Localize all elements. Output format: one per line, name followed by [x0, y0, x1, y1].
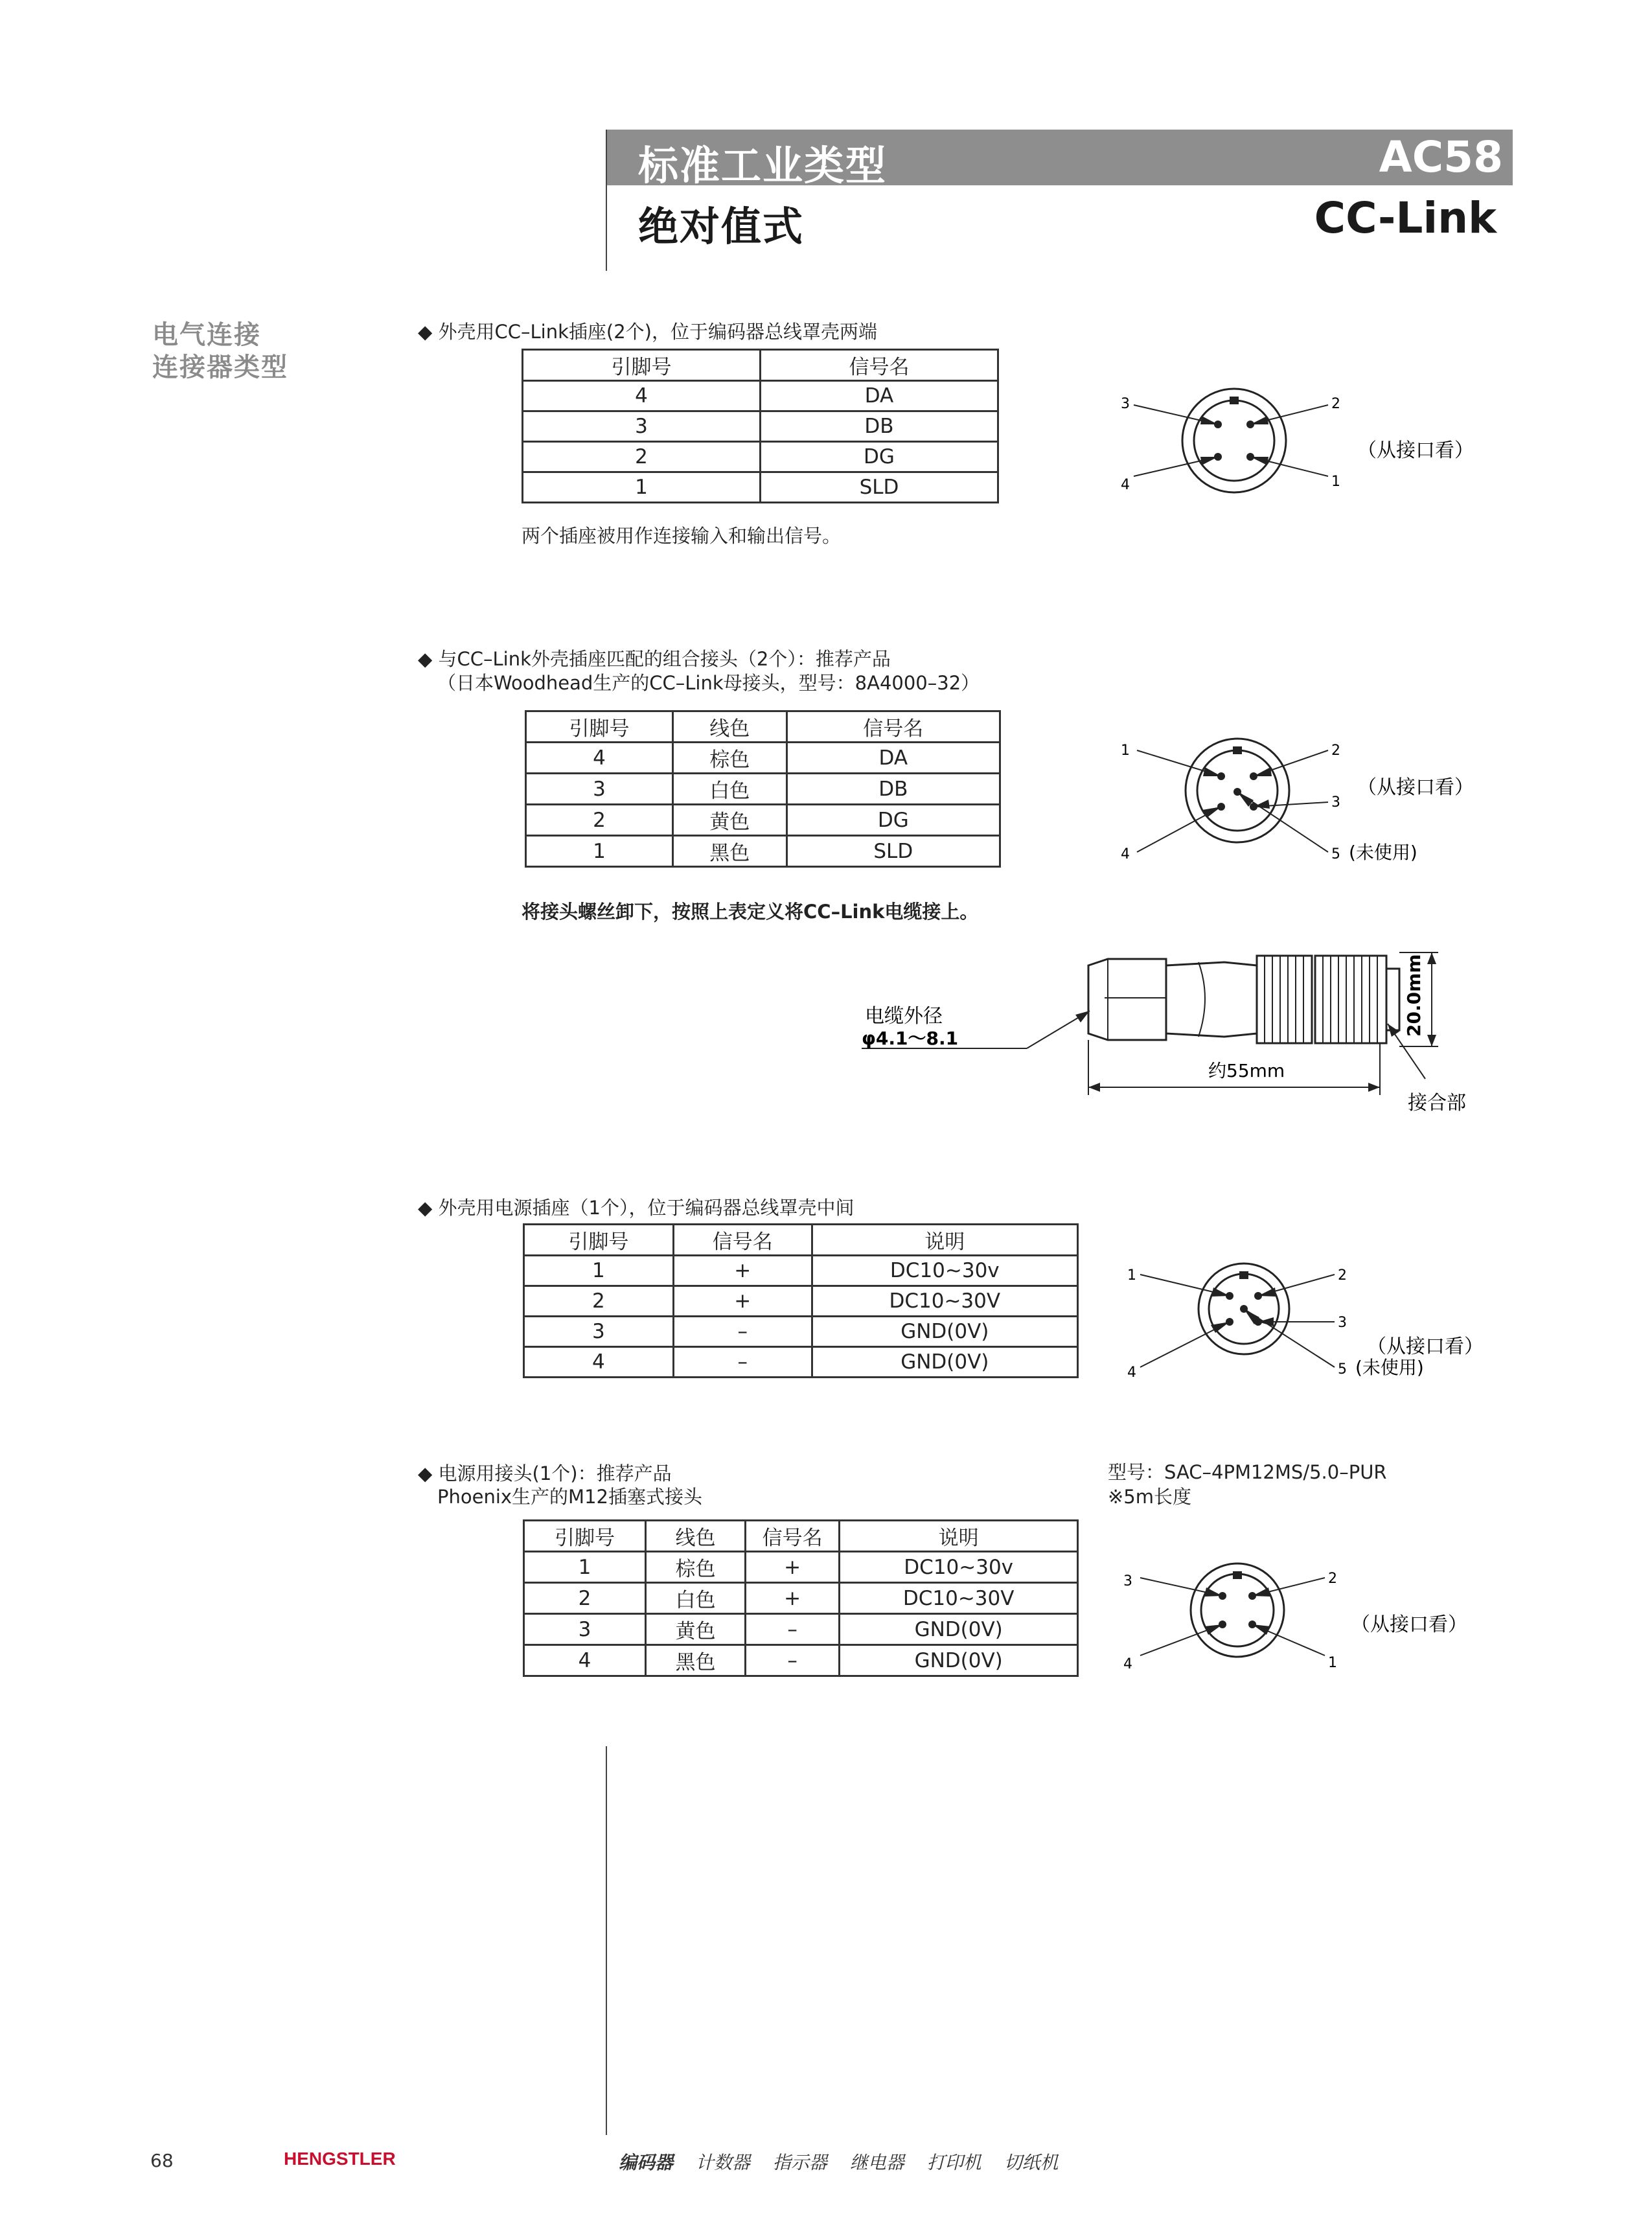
- table-row: 1 黑色 SLD: [526, 836, 1000, 867]
- svg-text:5: 5: [1331, 846, 1340, 862]
- section1-title: ◆ 外壳用CC–Link插座(2个)，位于编码器总线罩壳两端: [418, 321, 877, 343]
- svg-text:(未使用): (未使用): [1349, 842, 1417, 863]
- col-signal: 信号名: [761, 350, 998, 381]
- svg-text:4: 4: [1127, 1365, 1136, 1381]
- cable-connector-drawing: [862, 933, 1503, 1127]
- svg-text:2: 2: [1331, 743, 1340, 759]
- svg-text:φ4.1～8.1: φ4.1～8.1: [862, 1028, 959, 1049]
- table-header: [523, 350, 998, 381]
- section4-length: ※5m长度: [1108, 1486, 1191, 1508]
- table-row: 2 白色 + DC10~30V: [524, 1583, 1078, 1614]
- section2-title2: （日本Woodhead生产的CC–Link母接头，型号：8A4000–32）: [437, 672, 980, 694]
- svg-text:20.0mm: 20.0mm: [1403, 954, 1425, 1037]
- footer-nav: [619, 2149, 1059, 2175]
- sidebar-line2: 连接器类型: [152, 352, 288, 382]
- svg-text:约55mm: 约55mm: [1208, 1060, 1285, 1081]
- brand-logo: HENGSTLER: [284, 2149, 396, 2169]
- nav-item-relay[interactable]: 继电器: [849, 2152, 904, 2173]
- svg-text:电缆外径: 电缆外径: [865, 1005, 943, 1028]
- table-header: 引脚号 信号名 说明: [524, 1225, 1078, 1256]
- table-header: 引脚号 线色 信号名 说明: [524, 1521, 1078, 1552]
- svg-text:2: 2: [1338, 1267, 1347, 1284]
- table-header: 引脚号 线色 信号名: [526, 711, 1000, 743]
- table-row: 3 黄色 – GND(0V): [524, 1614, 1078, 1645]
- nav-item-encoder[interactable]: 编码器: [619, 2152, 674, 2173]
- bottom-divider: [606, 1746, 607, 2135]
- svg-text:（从接口看）: （从接口看）: [1367, 1335, 1484, 1358]
- section4-title2: Phoenix生产的M12插塞式接头: [437, 1486, 702, 1508]
- svg-text:（从接口看）: （从接口看）: [1357, 439, 1474, 462]
- section2-title: ◆ 与CC–Link外壳插座匹配的组合接头（2个）：推荐产品: [418, 648, 891, 670]
- section1-note: 两个插座被用作连接输入和输出信号。: [522, 525, 842, 547]
- section4-title: ◆ 电源用接头(1个)：推荐产品: [418, 1462, 672, 1484]
- table-row: 4 – GND(0V): [524, 1347, 1078, 1378]
- subtitle: 绝对值式: [638, 203, 805, 250]
- svg-text:2: 2: [1331, 396, 1340, 412]
- section4-table: [523, 1519, 1079, 1677]
- category-title: 标准工业类型: [638, 142, 888, 189]
- svg-text:4: 4: [1123, 1656, 1132, 1672]
- section2-table: [525, 710, 1001, 868]
- table-row: 3 – GND(0V): [524, 1317, 1078, 1347]
- col-pin: 引脚号: [523, 350, 761, 381]
- interface-title: CC-Link: [1314, 193, 1497, 243]
- model-title: AC58: [1379, 132, 1503, 182]
- section2-note: 将接头螺丝卸下，按照上表定义将CC–Link电缆接上。: [522, 901, 979, 923]
- section3-title: ◆ 外壳用电源插座（1个），位于编码器总线罩壳中间: [418, 1197, 855, 1219]
- nav-item-counter[interactable]: 计数器: [695, 2152, 750, 2173]
- svg-text:2: 2: [1328, 1571, 1337, 1587]
- svg-text:1: 1: [1127, 1267, 1136, 1284]
- svg-text:3: 3: [1338, 1315, 1347, 1331]
- table-row: 2 + DC10~30V: [524, 1286, 1078, 1317]
- svg-text:5: 5: [1338, 1361, 1347, 1378]
- svg-text:3: 3: [1123, 1573, 1132, 1589]
- svg-text:（从接口看）: （从接口看）: [1351, 1613, 1467, 1636]
- section3-table: [523, 1223, 1079, 1378]
- sidebar-line1: 电气连接: [152, 320, 261, 350]
- svg-text:4: 4: [1121, 477, 1130, 493]
- table-row: 1 SLD: [523, 472, 998, 503]
- svg-text:接合部: 接合部: [1408, 1092, 1466, 1114]
- table-row: 4 DA: [523, 381, 998, 411]
- nav-item-indicator[interactable]: 指示器: [772, 2152, 827, 2173]
- svg-text:1: 1: [1328, 1655, 1337, 1671]
- svg-text:4: 4: [1121, 846, 1130, 862]
- connector-diagram-4: [1114, 1552, 1477, 1681]
- header-divider: [606, 130, 607, 271]
- nav-item-cutter[interactable]: 切纸机: [1004, 2152, 1059, 2173]
- svg-text:(未使用): (未使用): [1355, 1357, 1424, 1378]
- svg-text:1: 1: [1121, 743, 1130, 759]
- table-row: 2 DG: [523, 442, 998, 472]
- table-row: 1 棕色 + DC10~30v: [524, 1552, 1078, 1583]
- table-row: 3 DB: [523, 411, 998, 442]
- table-row: 3 白色 DB: [526, 774, 1000, 805]
- table-row: 4 黑色 – GND(0V): [524, 1645, 1078, 1676]
- table-row: 2 黄色 DG: [526, 805, 1000, 836]
- table-row: 1 + DC10~30v: [524, 1256, 1078, 1286]
- section1-table: [522, 349, 999, 503]
- connector-diagram-2: [1114, 726, 1503, 875]
- nav-item-printer[interactable]: 打印机: [926, 2152, 981, 2173]
- connector-diagram-1: [1114, 376, 1474, 505]
- section4-model: 型号：SAC–4PM12MS/5.0–PUR: [1108, 1461, 1387, 1483]
- svg-text:1: 1: [1331, 474, 1340, 490]
- svg-text:3: 3: [1331, 794, 1340, 811]
- table-row: 4 棕色 DA: [526, 743, 1000, 774]
- svg-text:3: 3: [1121, 396, 1130, 412]
- connector-diagram-3: [1121, 1260, 1509, 1390]
- svg-text:（从接口看）: （从接口看）: [1357, 776, 1474, 799]
- page-number: 68: [150, 2150, 174, 2171]
